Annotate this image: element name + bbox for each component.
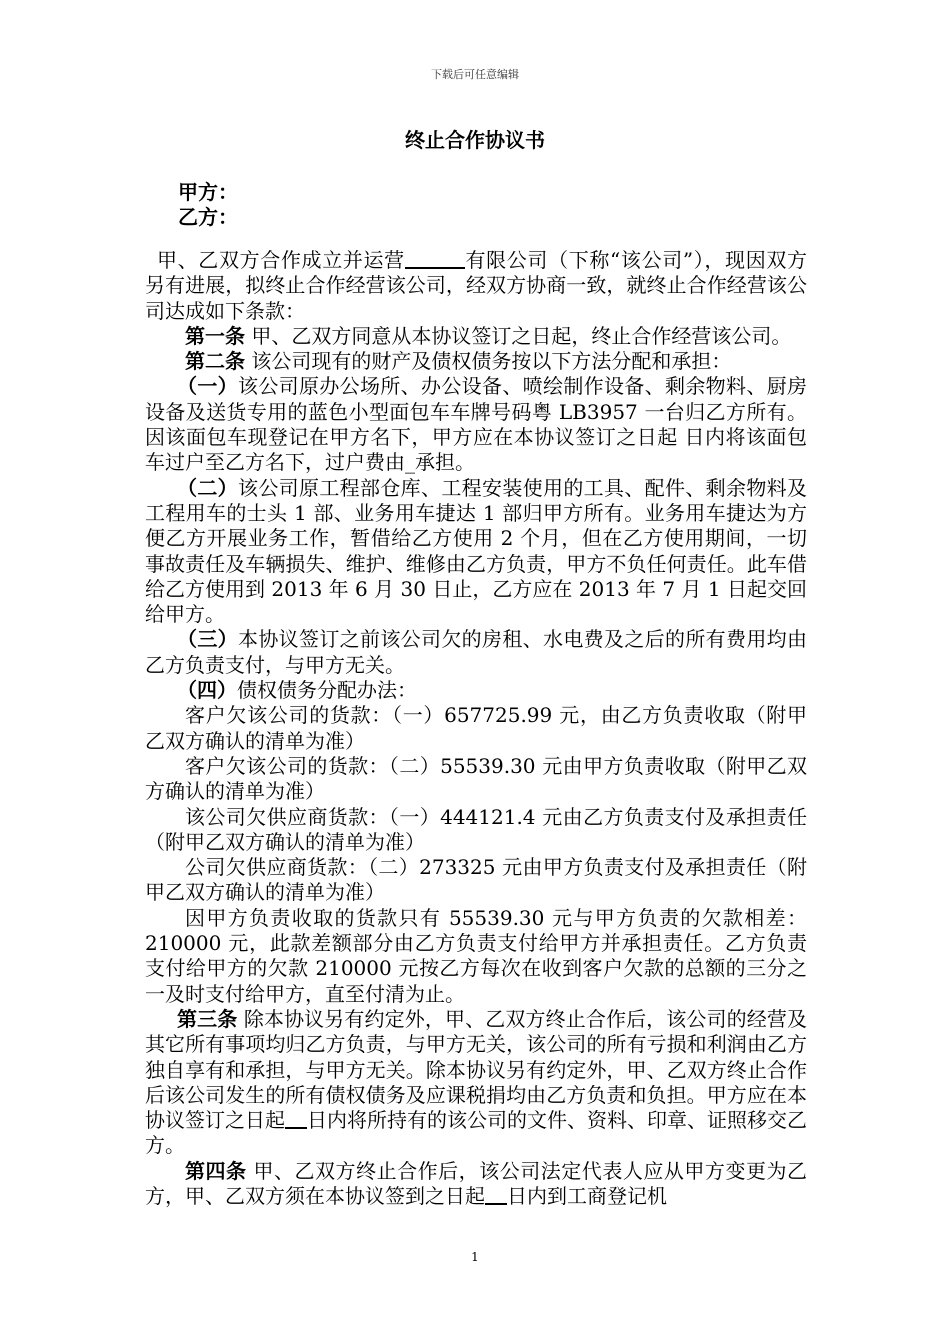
article-2-item-1 <box>145 374 807 475</box>
page-number: 1 <box>471 1250 479 1264</box>
blank-underline <box>405 249 465 269</box>
document-title: 终止合作协议书 <box>405 128 545 152</box>
intro-paragraph <box>145 248 807 324</box>
debt-line-1: 客户欠该公司的货款：（一）657725.99 元，由乙方负责收取（附甲乙双方确认的清单为准） <box>145 703 807 753</box>
debt-line-3: 该公司欠供应商货款：（一）444121.4 元由乙方负责支付及承担责任（附甲乙双方确认的清单为准） <box>145 804 807 854</box>
article-4-text-post: 日内到工商登记机 <box>507 1183 667 1208</box>
intro-text-post: 有限公司（下称“该公司”），现因双方另有进展，拟终止合作经营该公司，经双方协商一致，就终止合作经营该公司达成如下条款： <box>145 248 808 323</box>
blank-underline <box>485 1185 507 1205</box>
article-1-label: 第一条 <box>185 323 245 348</box>
article-4-label: 第四条 <box>185 1158 247 1183</box>
article-1-text: 甲、乙双方同意从本协议签订之日起，终止合作经营该公司。 <box>245 323 792 348</box>
item-label: （一） <box>177 374 238 399</box>
article-2-label: 第二条 <box>185 349 245 374</box>
article-4-text-pre: 甲、乙双方终止合作后，该公司法定代表人应从甲方变更为乙方，甲、乙双方须在本协议签到之日起 <box>145 1158 808 1208</box>
article-3-text-post: 日内将所持有的该公司的文件、资料、印章、证照移交乙方。 <box>145 1108 807 1158</box>
article-4 <box>145 1159 807 1210</box>
item-text: 本协议签订之前该公司欠的房租、水电费及之后的所有费用均由乙方负责支付，与甲方无关。 <box>145 627 807 677</box>
party-a-label: 甲方： <box>178 180 238 204</box>
debt-line-4: 公司欠供应商货款：（二）273325 元由甲方负责支付及承担责任（附甲乙双方确认的清单为准） <box>145 855 807 905</box>
intro-text-pre: 甲、乙双方合作成立并运营 <box>157 248 405 272</box>
article-2-item-2 <box>145 476 807 628</box>
article-2-item-3 <box>145 627 807 678</box>
item-text: 债权债务分配办法： <box>237 678 417 703</box>
debt-line-5: 因甲方负责收取的货款只有 55539.30 元与甲方负责的欠款相差：210000 元，此款差额部分由乙方负责支付给甲方并承担责任。乙方负责支付给甲方的欠款 210000 元按乙方每次在收到客户欠款的总额的三分之一及时支付给甲方，直至付清为止。 <box>145 905 807 1006</box>
article-2 <box>145 349 807 374</box>
article-3-text-pre: 除本协议另有约定外，甲、乙双方终止合作后，该公司的经营及其它所有事项均归乙方负责，与甲方无关，该公司的所有亏损和利润由乙方独自享有和承担，与甲方无关。除本协议另有约定外，甲、乙双方终止合作后该公司发生的所有债权债务及应课税捐均由乙方负责和负担。甲方应在本协议签订之日起 <box>145 1006 808 1133</box>
item-label: （三） <box>177 627 238 652</box>
item-text: 该公司原工程部仓库、工程安装使用的工具、配件、剩余物料及工程用车的士头 1 部、业务用车捷达 1 部归甲方所有。业务用车捷达为方便乙方开展业务工作，暂借给乙方使用 2 个月，但在乙方使用期间，一切事故责任及车辆损失、维护、维修由乙方负责，甲方不负任何责任。此车借给乙方使用到 2013 年 6 月 30 日止，乙方应在 2013 年 7 月 1 日起交回给甲方。 <box>145 475 807 627</box>
header-note: 下载后可任意编辑 <box>431 68 519 81</box>
item-text: 该公司原办公场所、办公设备、喷绘制作设备、剩余物料、厨房设备及送货专用的蓝色小型面包车车牌号码粤 LB3957 一台归乙方所有。因该面包车现登记在甲方名下，甲方应在本协议签订之日起 日内将该面包车过户至乙方名下，过户费由_承担。 <box>145 374 807 475</box>
item-label: （二） <box>177 475 238 500</box>
blank-underline <box>285 1109 307 1129</box>
article-3-label: 第三条 <box>177 1006 238 1031</box>
article-3 <box>145 1007 807 1159</box>
party-b-label: 乙方： <box>178 205 238 229</box>
document-body <box>145 248 807 1209</box>
debt-line-2: 客户欠该公司的货款：（二）55539.30 元由甲方负责收取（附甲乙双方确认的清单为准） <box>145 753 807 804</box>
article-2-item-4 <box>145 678 807 703</box>
article-1 <box>145 324 807 349</box>
article-2-text: 该公司现有的财产及债权债务按以下方法分配和承担： <box>245 349 732 374</box>
item-label: （四） <box>177 678 237 703</box>
